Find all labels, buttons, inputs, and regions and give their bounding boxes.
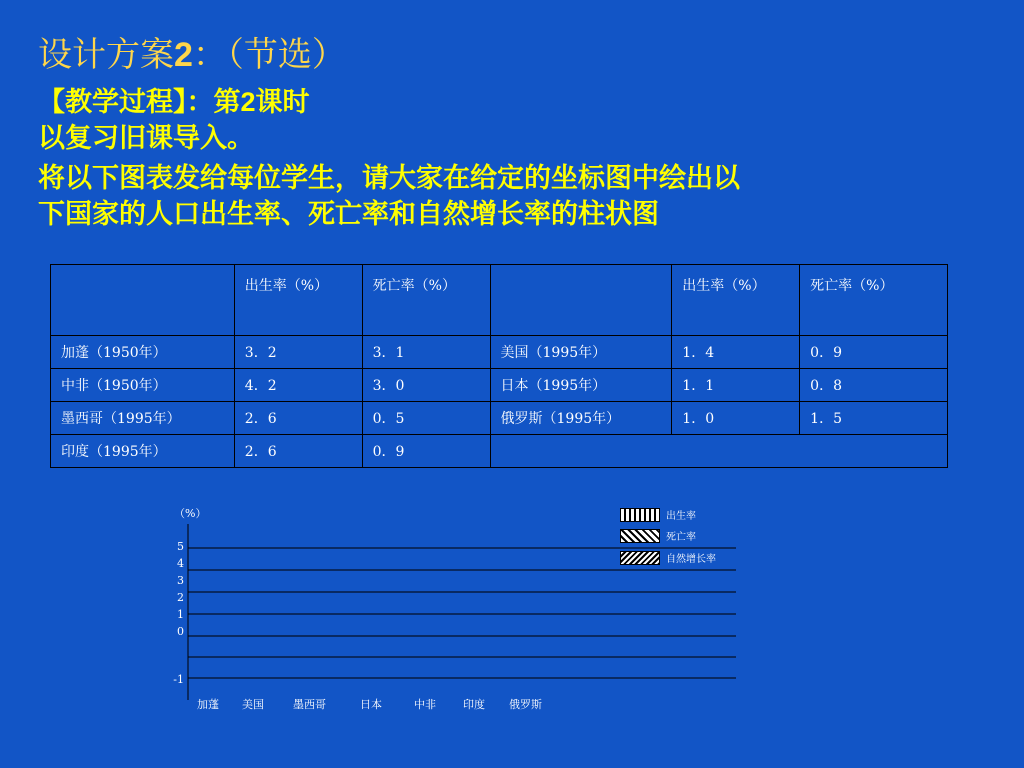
table-cell: 俄罗斯（1995年）: [490, 402, 672, 435]
table-header-cell: 出生率（%）: [672, 265, 800, 336]
y-tick-label: 1: [177, 608, 184, 621]
body-line-3: 将以下图表发给每位学生，请大家在给定的坐标图中绘出以: [38, 163, 740, 194]
body-line-4: 下国家的人口出生率、死亡率和自然增长率的柱状图: [38, 199, 659, 230]
slide-title: [38, 32, 346, 78]
x-category-label: 日本: [360, 698, 382, 711]
table-cell: 0．9: [800, 336, 948, 369]
x-category-label: 印度: [463, 698, 485, 711]
table-cell: 3．2: [234, 336, 362, 369]
table-row: [51, 402, 948, 435]
x-category-label: 墨西哥: [293, 698, 326, 711]
table-cell: 2．6: [234, 402, 362, 435]
legend-birth-swatch: [620, 508, 660, 522]
y-tick-label: 5: [177, 540, 184, 553]
legend-death-label: 死亡率: [666, 532, 696, 543]
y-tick-label: 3: [177, 574, 184, 587]
table-row: [51, 369, 948, 402]
table-header-cell: 死亡率（%）: [362, 265, 490, 336]
y-tick-label: 0: [177, 625, 184, 638]
table-empty-cell: [490, 435, 948, 468]
title-number: 2: [174, 36, 193, 74]
y-tick-label: 4: [177, 557, 184, 570]
table-cell: 日本（1995年）: [490, 369, 672, 402]
table-header-cell: [51, 265, 235, 336]
table-header-cell: 出生率（%）: [234, 265, 362, 336]
body-line-1-prefix: 【教学过程】：第: [38, 87, 241, 118]
title-suffix: ：（节选）: [192, 35, 346, 75]
y-tick-label: -1: [173, 673, 184, 686]
table-cell: 0．9: [362, 435, 490, 468]
x-category-label: 俄罗斯: [509, 698, 542, 711]
table-cell: 3．1: [362, 336, 490, 369]
table-cell: 1．4: [672, 336, 800, 369]
table-cell: 0．5: [362, 402, 490, 435]
table-cell: 1．5: [800, 402, 948, 435]
table-cell: 美国（1995年）: [490, 336, 672, 369]
table-cell: 1．0: [672, 402, 800, 435]
x-category-label: 中非: [414, 698, 436, 711]
y-tick-label: 2: [177, 591, 184, 604]
table-cell: 4．2: [234, 369, 362, 402]
legend-natural-swatch: [620, 551, 660, 565]
table-cell: 印度（1995年）: [51, 435, 235, 468]
table-row: [51, 336, 948, 369]
body-line-1-suffix: 课时: [255, 87, 310, 118]
slide-body: [38, 84, 740, 233]
table-cell: 3．0: [362, 369, 490, 402]
table-cell: 0．8: [800, 369, 948, 402]
legend-natural-label: 自然增长率: [666, 554, 716, 565]
table-cell: 1．1: [672, 369, 800, 402]
legend-birth-label: 出生率: [666, 511, 696, 522]
table-header-cell: 死亡率（%）: [800, 265, 948, 336]
table-header-cell: [490, 265, 672, 336]
legend-death-swatch: [620, 529, 660, 543]
table-cell: 中非（1950年）: [51, 369, 235, 402]
table-row: [51, 435, 948, 468]
table-cell: 墨西哥（1995年）: [51, 402, 235, 435]
x-category-label: 美国: [242, 698, 264, 711]
body-line-2: 以复习旧课导入。: [38, 123, 254, 154]
x-category-label: 加蓬: [197, 698, 219, 711]
rates-table: [50, 264, 948, 468]
chart-y-unit: （%）: [174, 507, 207, 520]
body-line-1: [38, 84, 740, 121]
title-prefix: 设计方案: [38, 35, 174, 75]
table-cell: 2．6: [234, 435, 362, 468]
table-cell: 加蓬（1950年）: [51, 336, 235, 369]
table-header-row: [51, 265, 948, 336]
chart-area: [160, 500, 760, 720]
body-line-1-number: 2: [240, 87, 256, 117]
